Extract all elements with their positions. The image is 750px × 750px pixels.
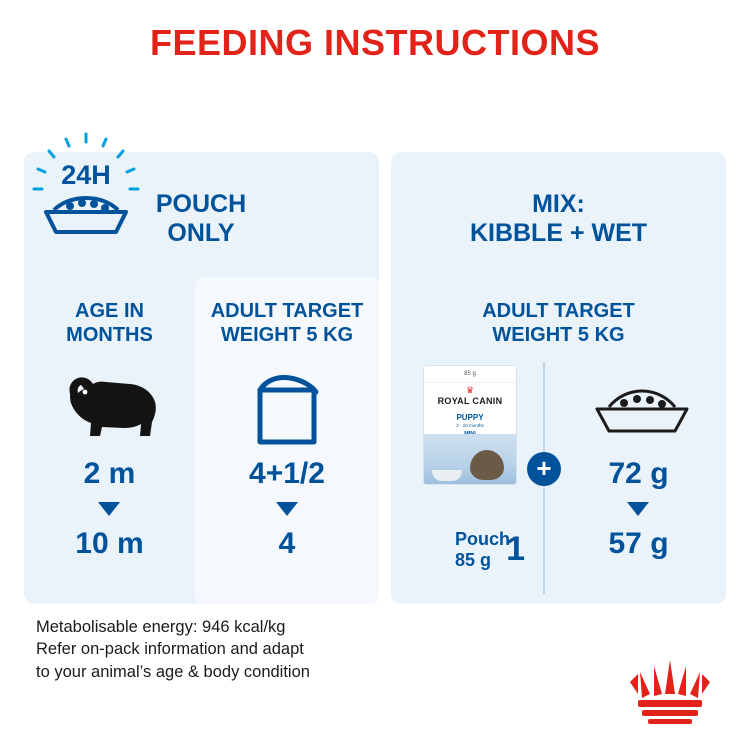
royal-canin-logo <box>620 648 720 728</box>
footnote-line1: Metabolisable energy: 946 kcal/kg <box>36 618 286 636</box>
mix-kibble-wet-panel <box>391 152 726 604</box>
svg-text:24H: 24H <box>61 160 111 190</box>
kibble-to-value: 57 g <box>608 527 669 560</box>
footnote-line2: Refer on-pack information and adapt <box>36 640 304 659</box>
kibble-from-value: 72 g <box>608 457 669 490</box>
kibble-arrow-icon <box>627 502 649 516</box>
pouch-pack-image <box>423 365 517 485</box>
left-adult-target-weight-heading <box>195 299 379 347</box>
page-title: FEEDING INSTRUCTIONS <box>149 22 600 63</box>
kibble-bowl-icon <box>587 377 697 439</box>
left-weight-from-value: 4+1/2 <box>249 457 325 490</box>
age-to-value: 10 m <box>75 527 144 560</box>
left-weight-heading-line1: ADULT TARGET <box>210 300 364 322</box>
crown-icon: ♛ <box>465 385 475 395</box>
age-heading-line1: AGE IN <box>75 300 144 322</box>
pouch-unit <box>455 529 510 570</box>
mix-heading-line2: KIBBLE + WET <box>469 219 648 247</box>
pouch-quantity: 1 <box>506 530 525 568</box>
pouch-unit-line1: Pouch <box>455 529 511 549</box>
puppy-silhouette-icon <box>58 374 162 440</box>
plus-sign: + <box>536 453 552 483</box>
right-weight-heading-line2: WEIGHT 5 KG <box>492 324 625 346</box>
pack-range: PUPPY <box>456 413 484 422</box>
left-weight-heading-line2: WEIGHT 5 KG <box>220 324 354 346</box>
pouch-outline-icon <box>252 374 322 446</box>
pouch-only-heading-line2: ONLY <box>167 219 235 247</box>
pouch-only-heading-line1: POUCH <box>155 190 247 218</box>
left-weight-arrow-icon <box>276 502 298 516</box>
age-from-value: 2 m <box>83 457 136 490</box>
mix-heading-line1: MIX: <box>532 190 585 218</box>
age-arrow-icon <box>98 502 120 516</box>
right-adult-target-weight-heading <box>391 299 726 347</box>
mix-heading <box>391 190 726 248</box>
age-heading-line2: MONTHS <box>66 324 153 346</box>
right-weight-heading-line1: ADULT TARGET <box>482 300 635 322</box>
left-weight-to-value: 4 <box>278 527 296 560</box>
bowl-clock-icon <box>24 132 149 242</box>
pack-photo <box>424 434 516 484</box>
pack-photo-dog <box>470 450 504 480</box>
pack-photo-bowl <box>432 470 462 481</box>
pouch-unit-line2: 85 g <box>455 549 492 570</box>
pack-sub-line1: 2 - 10 months <box>456 423 484 428</box>
24h-badge <box>24 132 149 242</box>
footnote <box>36 616 456 683</box>
pack-brand: ROYAL CANIN <box>437 396 503 406</box>
pack-weight-top: 85 g <box>424 366 516 383</box>
footnote-line3: to your animal’s age & body condition <box>36 662 310 681</box>
age-in-months-heading <box>24 299 195 347</box>
